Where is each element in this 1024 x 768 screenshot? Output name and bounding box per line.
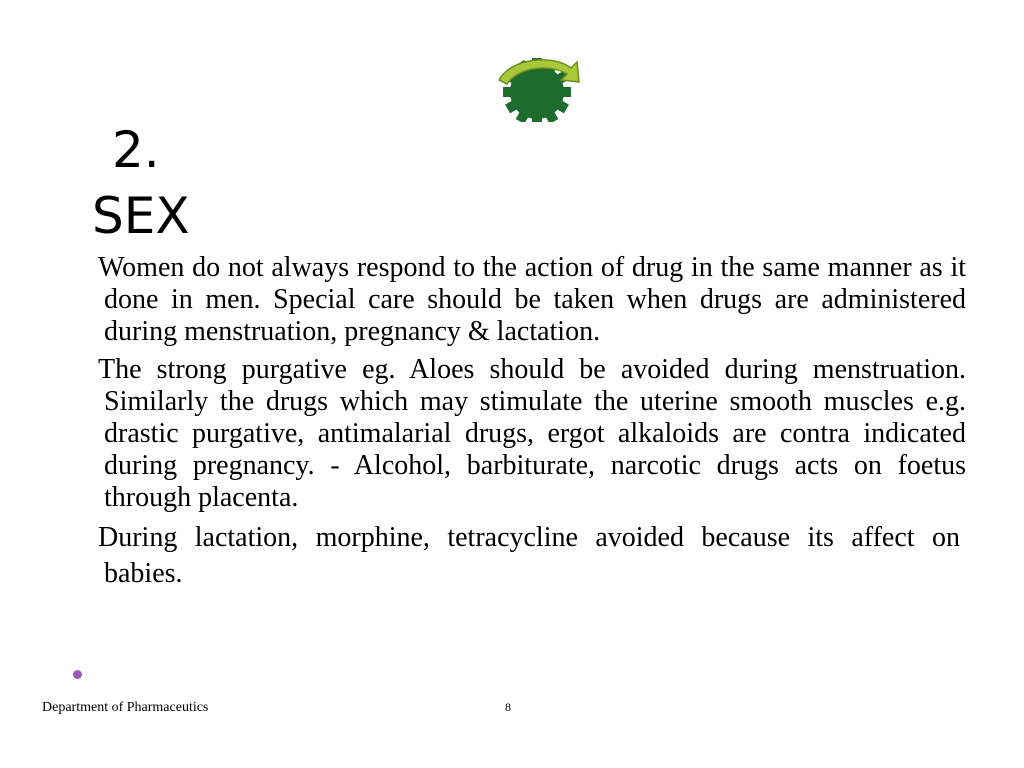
page-number: 8 xyxy=(505,700,511,714)
gear-logo-icon xyxy=(491,50,583,122)
paragraph-purgative: The strong purgative eg. Aloes should be avoided during menstruation. Similarly the drugs which may stimulate the uterine smooth muscles e.g. drastic purgative, antimalarial drugs, ergot alkaloids are contra indicated during pregnancy. - Alcohol, barbiturate, narcotic drugs acts on foetus through placenta. xyxy=(98,354,966,513)
paragraph-women-response: Women do not always respond to the action of drug in the same manner as it done in men. Special care should be taken when drugs are administered during menstruation, pregnancy & lactation. xyxy=(98,252,966,347)
bullet-dot xyxy=(73,670,82,679)
slide-title xyxy=(92,114,292,252)
title-number: 2. xyxy=(112,121,160,179)
paragraph-lactation: During lactation, morphine, tetracycline avoided because its affect on babies. xyxy=(98,522,960,589)
title-word: SEX xyxy=(92,187,190,245)
slide-body xyxy=(98,252,966,598)
footer-department: Department of Pharmaceutics xyxy=(42,700,209,715)
